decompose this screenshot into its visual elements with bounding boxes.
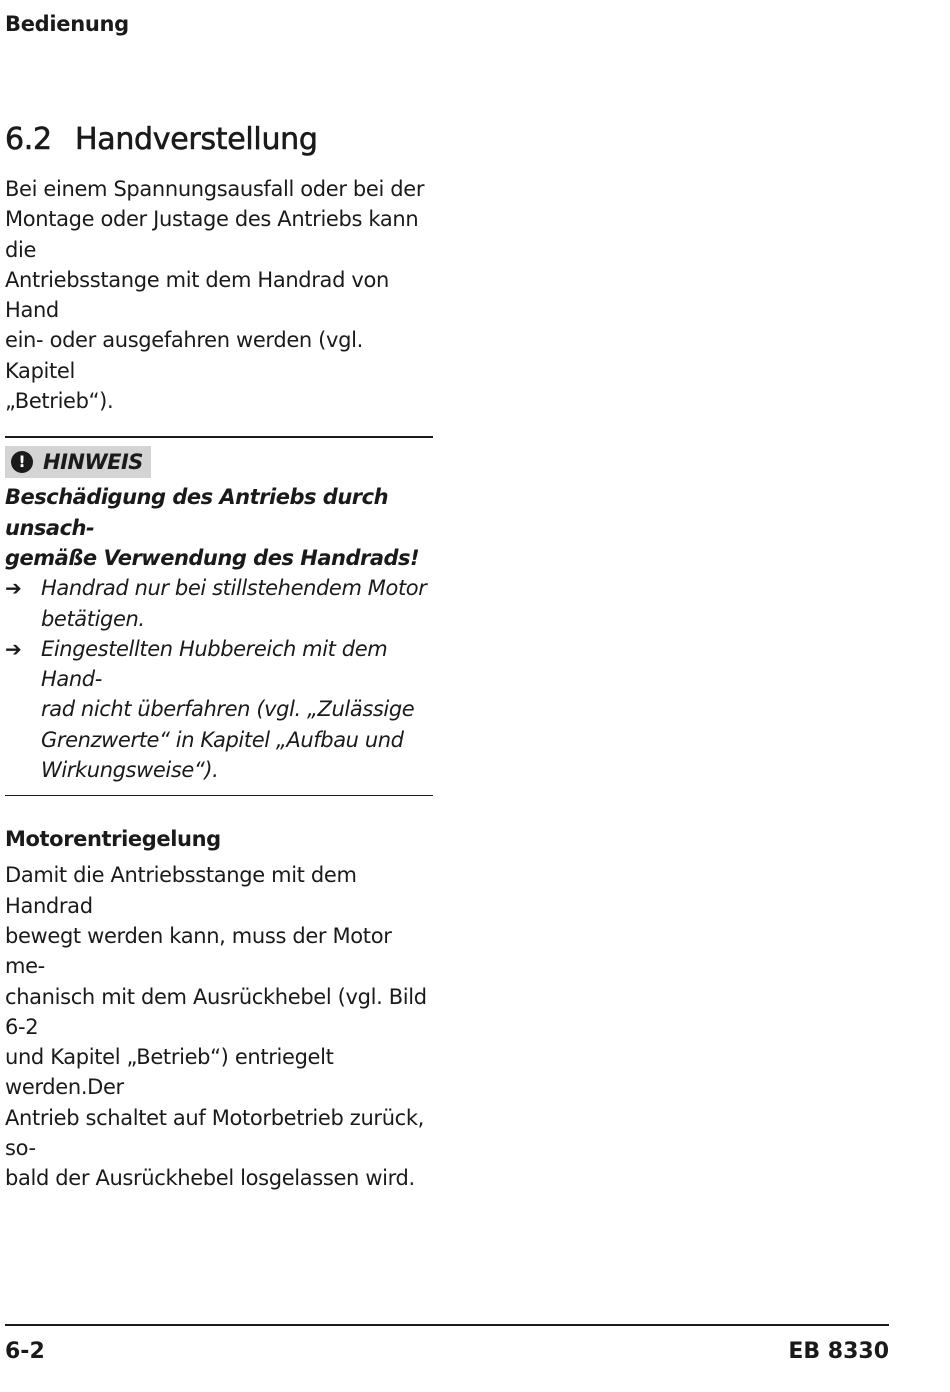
- note-tag: [5, 446, 151, 478]
- text-line: bewegt werden kann, muss der Motor me-: [5, 923, 392, 979]
- note-label: HINWEIS: [43, 450, 143, 475]
- document-id: EB 8330: [788, 1339, 889, 1364]
- text-line: chanisch mit dem Ausrückhebel (vgl. Bild 6-2: [5, 984, 427, 1039]
- text-line: bald der Ausrückhebel losgelassen wird.: [5, 1166, 415, 1191]
- hinweis-note-box: [5, 436, 433, 796]
- list-item-text: [41, 634, 433, 785]
- note-warning: [5, 482, 433, 573]
- text-line: Antrieb schaltet auf Motorbetrieb zurück, so-: [5, 1105, 424, 1161]
- text-line: und Kapitel „Betrieb“) entriegelt werden.Der: [5, 1045, 334, 1100]
- text-line: Handrad nur bei stillstehendem Motor: [41, 576, 427, 601]
- text-line: „Betrieb“).: [5, 389, 114, 414]
- running-header: Bedienung: [5, 12, 129, 36]
- text-line: Eingestellten Hubbereich mit dem Hand-: [41, 636, 388, 692]
- text-line: Wirkungsweise“).: [41, 758, 219, 783]
- text-line: betätigen.: [41, 606, 145, 631]
- subsection-heading: Motorentriegelung: [5, 827, 221, 852]
- exclamation-circle-icon: !: [11, 451, 33, 473]
- page-number: 6-2: [5, 1339, 45, 1364]
- text-line: Antriebsstange mit dem Handrad von Hand: [5, 267, 389, 323]
- section-number: 6.2: [5, 122, 52, 157]
- text-line: Bei einem Spannungsausfall oder bei der: [5, 177, 425, 201]
- text-line: Beschädigung des Antriebs durch unsach-: [5, 485, 389, 540]
- section-title: Handverstellung: [75, 122, 318, 157]
- text-line: ein- oder ausgefahren werden (vgl. Kapitel: [5, 328, 363, 383]
- text-line: gemäße Verwendung des Handrads!: [5, 545, 420, 570]
- note-instruction-list: [5, 573, 433, 785]
- section-heading: [5, 118, 433, 162]
- list-item-text: [41, 573, 426, 634]
- list-item: [5, 573, 433, 634]
- content-column: [5, 118, 433, 1194]
- arrow-right-icon: ➔: [5, 576, 22, 601]
- footer-divider: [5, 1324, 889, 1326]
- text-line: Montage oder Justage des Antriebs kann die: [5, 207, 419, 262]
- list-item: [5, 634, 433, 785]
- text-line: Damit die Antriebsstange mit dem Handrad: [5, 863, 357, 918]
- intro-paragraph: [5, 174, 433, 416]
- subsection-paragraph: [5, 860, 433, 1193]
- arrow-right-icon: ➔: [5, 636, 22, 661]
- text-line: rad nicht überfahren (vgl. „Zulässige: [41, 697, 415, 722]
- text-line: Grenzwerte“ in Kapitel „Aufbau und: [41, 727, 404, 752]
